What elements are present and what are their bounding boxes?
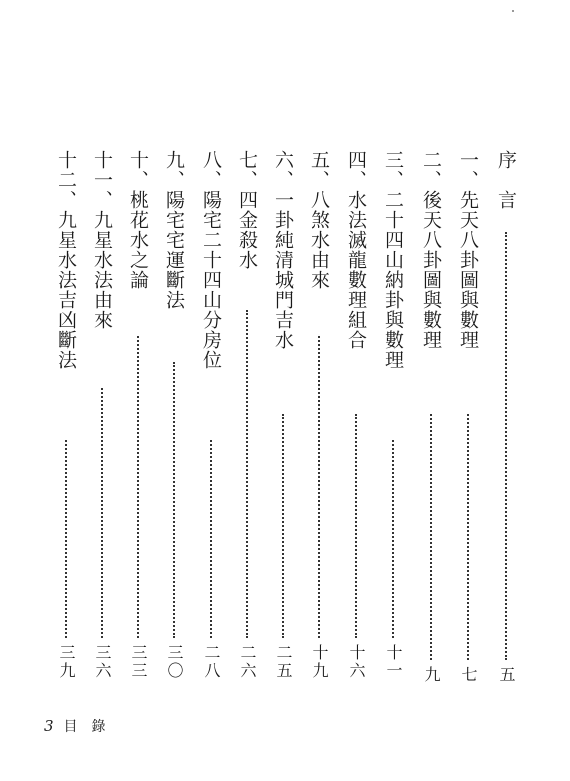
scan-speck (512, 10, 514, 12)
dot-leader (467, 414, 469, 660)
dot-leader (318, 336, 320, 638)
toc-entry-title: 十一、九星水法由來 (91, 150, 113, 330)
toc-entry-page: 三三 (129, 644, 148, 680)
toc-entry-title: 十、桃花水之論 (127, 150, 149, 290)
dot-leader (430, 414, 432, 660)
dot-leader (173, 362, 175, 638)
toc-entry-title: 一、先天八卦圖與數理 (457, 150, 479, 350)
toc-entry-page: 七 (459, 666, 478, 684)
toc-entry-page: 十九 (310, 644, 329, 680)
toc-entry-title: 五、八煞水由來 (308, 150, 330, 290)
toc-entry (198, 148, 224, 688)
toc-entry-page: 三〇 (165, 644, 184, 680)
dot-leader (101, 388, 103, 638)
toc-entry (270, 148, 296, 688)
toc-entry (493, 148, 519, 688)
toc-entry (418, 148, 444, 688)
toc-entry (455, 148, 481, 688)
toc-entry-page: 三九 (57, 644, 76, 680)
dot-leader (505, 232, 507, 660)
toc-entry-title: 序 言 (495, 150, 517, 210)
dot-leader (282, 414, 284, 638)
toc-entry-page: 三六 (93, 644, 112, 680)
toc-entry (380, 148, 406, 688)
toc-entry (125, 148, 151, 688)
toc-entry (343, 148, 369, 688)
toc-entry (89, 148, 115, 688)
dot-leader (210, 440, 212, 638)
toc-entry-title: 七、四金殺水 (236, 150, 258, 270)
dot-leader (137, 336, 139, 638)
toc-entry-page: 十六 (347, 644, 366, 680)
toc-entry (161, 148, 187, 688)
toc-entry-title: 二、後天八卦圖與數理 (420, 150, 442, 350)
dot-leader (392, 440, 394, 638)
toc-entry-page: 二八 (202, 644, 221, 680)
page-footer (44, 716, 106, 736)
toc-entry-page: 九 (422, 666, 441, 684)
toc-entry-title: 八、陽宅二十四山分房位 (200, 150, 222, 370)
toc-entry (306, 148, 332, 688)
dot-leader (246, 310, 248, 638)
dot-leader (355, 414, 357, 638)
toc-entry-page: 二六 (238, 644, 257, 680)
toc-entry (234, 148, 260, 688)
toc-entry-page: 十一 (384, 644, 403, 680)
dot-leader (65, 440, 67, 638)
toc-entry-title: 六、一卦純清城門吉水 (272, 150, 294, 350)
toc-entry-title: 四、水法滅龍數理組合 (345, 150, 367, 350)
toc-entry (53, 148, 79, 688)
toc-entry-page: 二五 (274, 644, 293, 680)
toc-entry-title: 三、二十四山納卦與數理 (382, 150, 404, 370)
toc-entry-title: 十二、九星水法吉凶斷法 (55, 150, 77, 370)
toc-entry-page: 五 (497, 666, 516, 684)
toc-entry-title: 九、陽宅宅運斷法 (163, 150, 185, 310)
page-number: 3 (44, 717, 54, 735)
section-title: 目 錄 (63, 719, 106, 735)
